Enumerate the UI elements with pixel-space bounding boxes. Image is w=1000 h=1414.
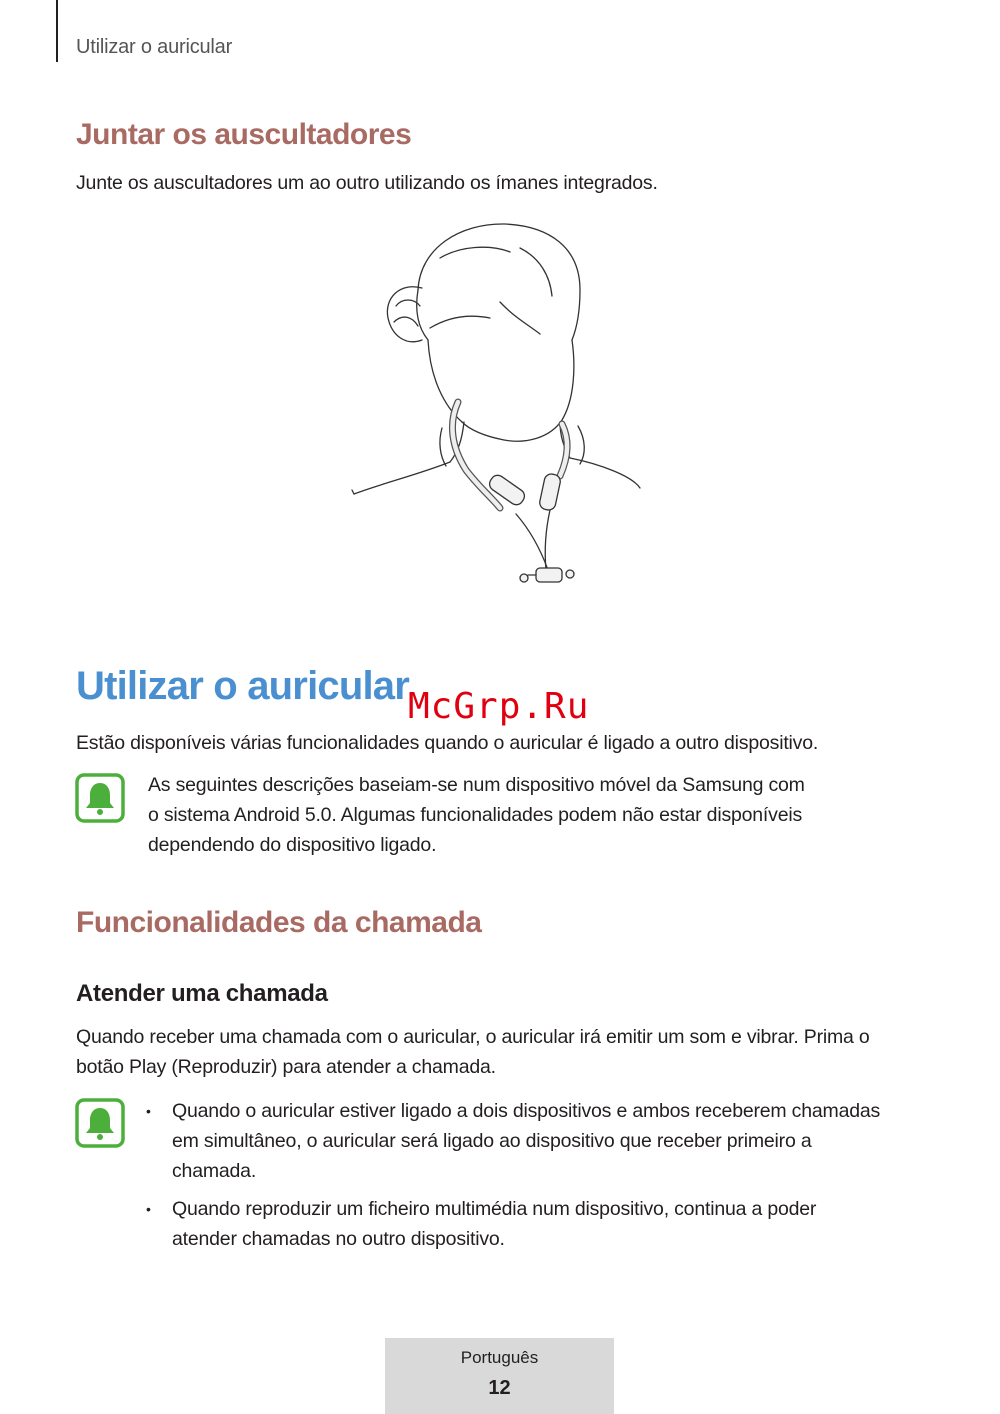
headset-illustration [340, 218, 660, 598]
note-main [148, 770, 948, 860]
note-line: o sistema Android 5.0. Algumas funcionalidades podem não estar disponíveis [148, 804, 803, 826]
bullet-line: em simultâneo, o auricular será ligado ao dispositivo que receber primeiro a [172, 1130, 812, 1152]
note-bullet-list [146, 1096, 946, 1262]
section-heading-chamada: Funcionalidades da chamada [76, 906, 482, 939]
note-bullet-item [146, 1096, 946, 1186]
footer-language: Português [460, 1348, 539, 1367]
note-line: dependendo do dispositivo ligado. [148, 834, 437, 856]
bullet-line: atender chamadas no outro dispositivo. [172, 1228, 505, 1250]
bullet-dot: • [146, 1201, 151, 1217]
subsection-text-atender [76, 1022, 956, 1082]
paragraph-line: botão Play (Reproduzir) para atender a chamada. [76, 1056, 496, 1078]
bullet-line: chamada. [172, 1160, 257, 1182]
bullet-line: Quando o auricular estiver ligado a dois dispositivos e ambos receberem chamadas [172, 1100, 881, 1122]
page-number: 12 [488, 1377, 511, 1399]
paragraph-line: Quando receber uma chamada com o auricular, o auricular irá emitir um som e vibrar. Prima o [76, 1026, 870, 1048]
bell-note-icon [75, 773, 125, 823]
section-heading-juntar: Juntar os auscultadores [76, 118, 412, 151]
note-bullet-item [146, 1194, 946, 1254]
watermark: McGrp.Ru [408, 686, 590, 727]
main-intro: Estão disponíveis várias funcionalidades quando o auricular é ligado a outro dispositivo. [76, 732, 819, 754]
bullet-dot: • [146, 1103, 151, 1119]
header-rule [56, 0, 58, 62]
bell-note-icon [75, 1098, 125, 1148]
note-line: As seguintes descrições baseiam-se num dispositivo móvel da Samsung com [148, 774, 805, 796]
section-text-juntar: Junte os auscultadores um ao outro utilizando os ímanes integrados. [76, 172, 658, 194]
main-heading: Utilizar o auricular [76, 664, 409, 708]
running-title: Utilizar o auricular [76, 36, 233, 58]
bullet-line: Quando reproduzir um ficheiro multimédia num dispositivo, continua a poder [172, 1198, 817, 1220]
subsection-heading-atender: Atender uma chamada [76, 980, 328, 1007]
